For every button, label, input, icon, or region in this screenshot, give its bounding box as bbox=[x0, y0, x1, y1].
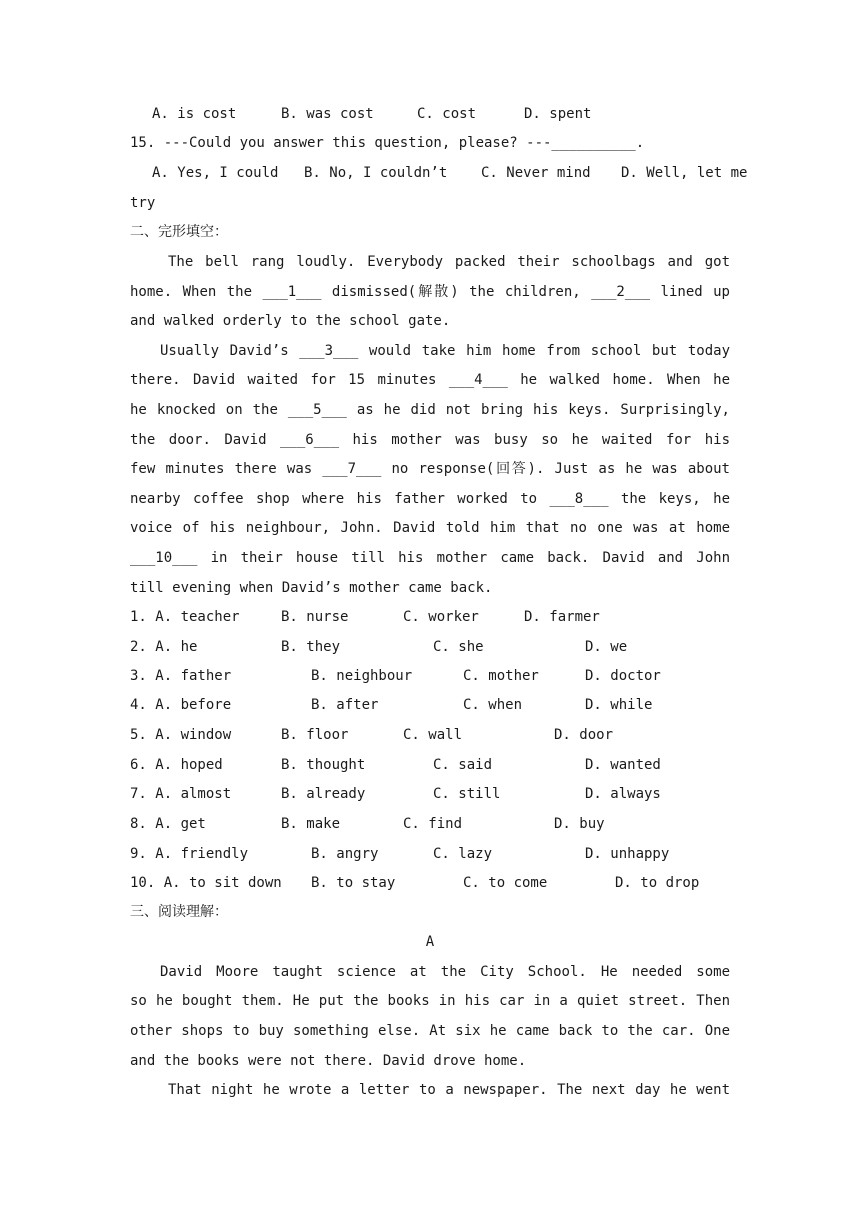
cloze-option-row bbox=[130, 814, 730, 834]
cloze-line: home. When the ___1___ dismissed(解散) the children, ___2___ lined up bbox=[130, 284, 730, 300]
cloze-line: till evening when David’s mother came back. bbox=[130, 580, 493, 596]
cloze-line: ___10___ in their house till his mother came back. David and John bbox=[130, 550, 730, 566]
q14-option-d: D. spent bbox=[524, 106, 592, 122]
reading-line: other shops to buy something else. At six he came back to the car. One bbox=[130, 1023, 730, 1039]
cloze-line: The bell rang loudly. Everybody packed their schoolbags and got bbox=[168, 254, 730, 270]
q15-option-c: C. Never mind bbox=[481, 165, 591, 181]
q15-options bbox=[130, 163, 748, 183]
option-b: B. angry bbox=[311, 846, 379, 862]
option-d: D. door bbox=[554, 727, 614, 743]
cloze-option-row bbox=[130, 844, 730, 864]
option-c: C. still bbox=[433, 786, 501, 802]
option-c: C. wall bbox=[403, 727, 463, 743]
q14-options bbox=[130, 104, 730, 124]
option-d: D. we bbox=[585, 639, 628, 655]
cloze-line: nearby coffee shop where his father worked to ___8___ the keys, he bbox=[130, 491, 730, 507]
cloze-line: few minutes there was ___7___ no response(回答). Just as he was about bbox=[130, 461, 730, 477]
option-a: 8. A. get bbox=[130, 816, 206, 832]
q15-option-d: D. Well, let me bbox=[621, 165, 748, 181]
option-c: C. worker bbox=[403, 609, 479, 625]
option-a: 3. A. father bbox=[130, 668, 232, 684]
option-d: D. farmer bbox=[524, 609, 600, 625]
q15-wrap-text: try bbox=[130, 195, 156, 211]
option-b: B. to stay bbox=[311, 875, 396, 891]
cloze-option-row bbox=[130, 784, 730, 804]
option-c: C. to come bbox=[463, 875, 548, 891]
cloze-option-row bbox=[130, 755, 730, 775]
cloze-option-row bbox=[130, 873, 730, 893]
q14-option-b: B. was cost bbox=[281, 106, 374, 122]
section-title-reading: 三、阅读理解： bbox=[130, 904, 228, 920]
option-b: B. floor bbox=[281, 727, 349, 743]
cloze-line: there. David waited for 15 minutes ___4___ he walked home. When he bbox=[130, 372, 730, 388]
option-c: C. when bbox=[463, 697, 523, 713]
cloze-line: Usually David’s ___3___ would take him home from school but today bbox=[160, 343, 730, 359]
option-d: D. always bbox=[585, 786, 661, 802]
option-d: D. unhappy bbox=[585, 846, 670, 862]
option-c: C. lazy bbox=[433, 846, 493, 862]
option-c: C. said bbox=[433, 757, 493, 773]
reading-line: so he bought them. He put the books in his car in a quiet street. Then bbox=[130, 993, 730, 1009]
option-d: D. while bbox=[585, 697, 653, 713]
q14-option-c: C. cost bbox=[417, 106, 477, 122]
option-b: B. after bbox=[311, 697, 379, 713]
section-title-cloze: 二、完形填空： bbox=[130, 224, 228, 240]
cloze-line: and walked orderly to the school gate. bbox=[130, 313, 451, 329]
option-a: 2. A. he bbox=[130, 639, 198, 655]
option-a: 10. A. to sit down bbox=[130, 875, 282, 891]
q15-option-b: B. No, I couldn’t bbox=[304, 165, 448, 181]
option-b: B. nurse bbox=[281, 609, 349, 625]
cloze-line: he knocked on the ___5___ as he did not bring his keys. Surprisingly, bbox=[130, 402, 730, 418]
option-a: 6. A. hoped bbox=[130, 757, 223, 773]
q15-question: 15. ---Could you answer this question, please? ---__________. bbox=[130, 135, 645, 151]
reading-line: and the books were not there. David drove home. bbox=[130, 1053, 527, 1069]
option-c: C. mother bbox=[463, 668, 539, 684]
option-b: B. already bbox=[281, 786, 366, 802]
cloze-option-row bbox=[130, 725, 730, 745]
cloze-option-row bbox=[130, 637, 730, 657]
option-a: 1. A. teacher bbox=[130, 609, 240, 625]
cloze-option-row bbox=[130, 666, 730, 686]
option-b: B. neighbour bbox=[311, 668, 413, 684]
q15-option-a: A. Yes, I could bbox=[152, 165, 279, 181]
option-d: D. buy bbox=[554, 816, 605, 832]
cloze-line: voice of his neighbour, John. David told him that no one was at home bbox=[130, 520, 730, 536]
option-d: D. wanted bbox=[585, 757, 661, 773]
cloze-line: the door. David ___6___ his mother was busy so he waited for his bbox=[130, 432, 730, 448]
option-d: D. to drop bbox=[615, 875, 700, 891]
option-a: 7. A. almost bbox=[130, 786, 232, 802]
passage-label: A bbox=[425, 934, 435, 950]
option-b: B. they bbox=[281, 639, 341, 655]
option-a: 5. A. window bbox=[130, 727, 232, 743]
option-c: C. find bbox=[403, 816, 463, 832]
option-a: 9. A. friendly bbox=[130, 846, 249, 862]
option-c: C. she bbox=[433, 639, 484, 655]
cloze-option-row bbox=[130, 607, 730, 627]
option-a: 4. A. before bbox=[130, 697, 232, 713]
reading-line: David Moore taught science at the City School. He needed some bbox=[160, 964, 730, 980]
reading-line: That night he wrote a letter to a newspaper. The next day he went bbox=[168, 1082, 730, 1098]
option-b: B. thought bbox=[281, 757, 366, 773]
q14-option-a: A. is cost bbox=[152, 106, 237, 122]
option-d: D. doctor bbox=[585, 668, 661, 684]
cloze-option-row bbox=[130, 695, 730, 715]
option-b: B. make bbox=[281, 816, 341, 832]
